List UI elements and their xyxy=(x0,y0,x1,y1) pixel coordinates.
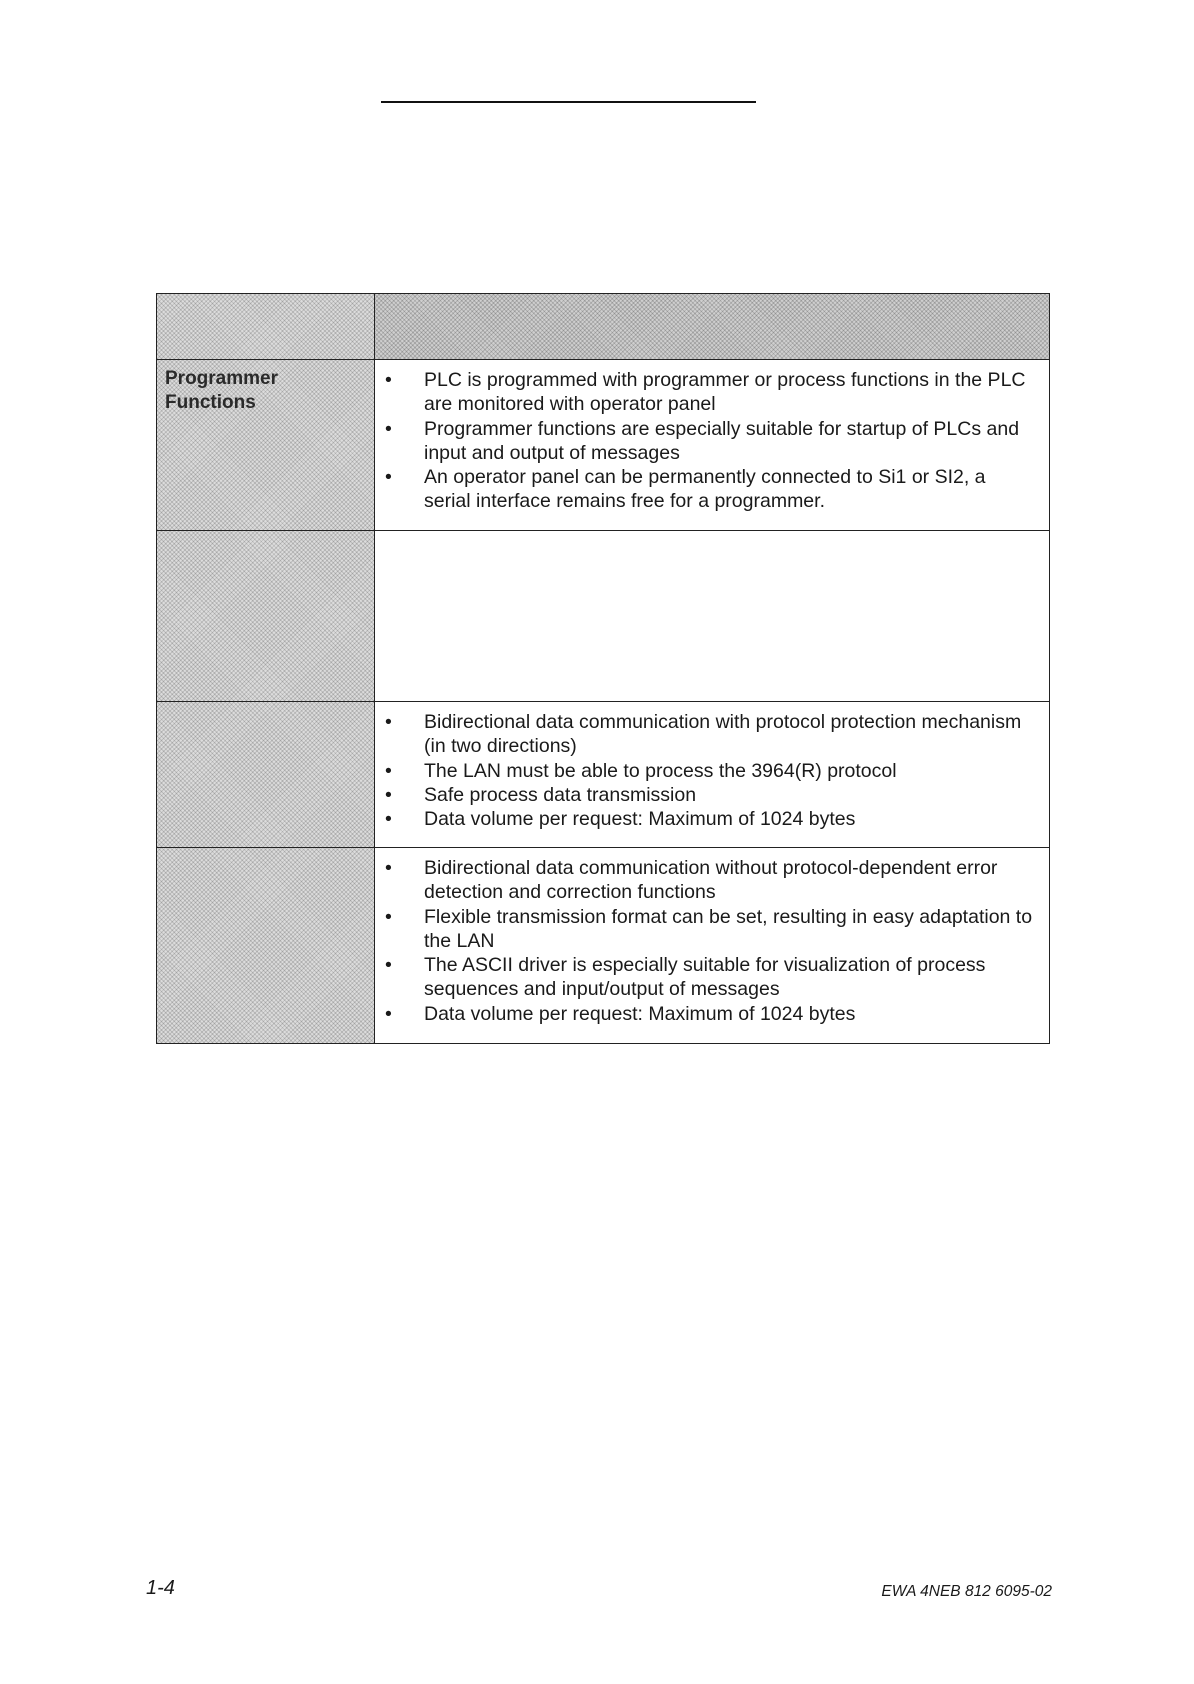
row-label-cell xyxy=(157,702,375,847)
row-label-cell xyxy=(157,848,375,1043)
list-item: • The ASCII driver is especially suitable for visualization of process sequences and input/output of messages xyxy=(381,953,1035,1002)
table-row xyxy=(157,531,1049,702)
list-item: • The LAN must be able to process the 3964(R) protocol xyxy=(381,759,1035,783)
list-item: • Flexible transmission format can be set, resulting in easy adaptation to the LAN xyxy=(381,905,1035,954)
row-description-cell xyxy=(375,360,1049,530)
bullet-list xyxy=(381,368,1035,514)
list-item: • An operator panel can be permanently connected to Si1 or SI2, a serial interface remains free for a programmer. xyxy=(381,465,1035,514)
list-item: • Bidirectional data communication without protocol-dependent error detection and correction functions xyxy=(381,856,1035,905)
row-description-cell xyxy=(375,702,1049,847)
row-description-cell xyxy=(375,531,1049,701)
table-row xyxy=(157,360,1049,531)
bullet-list xyxy=(381,710,1035,831)
page-number: 1-4 xyxy=(146,1577,175,1599)
list-item: • Data volume per request: Maximum of 1024 bytes xyxy=(381,1002,1035,1026)
interface-functions-table xyxy=(156,293,1050,1044)
header-text-cell xyxy=(375,294,1049,359)
table-row xyxy=(157,848,1049,1044)
row-label: Programmer Functions xyxy=(165,368,278,413)
list-item: • Data volume per request: Maximum of 1024 bytes xyxy=(381,807,1035,831)
bullet-list xyxy=(381,856,1035,1026)
row-description-cell xyxy=(375,848,1049,1043)
row-label-cell xyxy=(157,360,375,530)
document-code: EWA 4NEB 812 6095-02 xyxy=(881,1583,1052,1600)
top-rule xyxy=(381,101,756,103)
row-label-cell xyxy=(157,531,375,701)
table-row xyxy=(157,702,1049,848)
list-item: • Bidirectional data communication with protocol protection mechanism (in two directions) xyxy=(381,710,1035,759)
list-item: • Programmer functions are especially suitable for startup of PLCs and input and output of messages xyxy=(381,417,1035,466)
list-item: • Safe process data transmission xyxy=(381,783,1035,807)
header-label-cell xyxy=(157,294,375,359)
list-item: • PLC is programmed with programmer or process functions in the PLC are monitored with operator panel xyxy=(381,368,1035,417)
table-header-row xyxy=(157,294,1049,360)
